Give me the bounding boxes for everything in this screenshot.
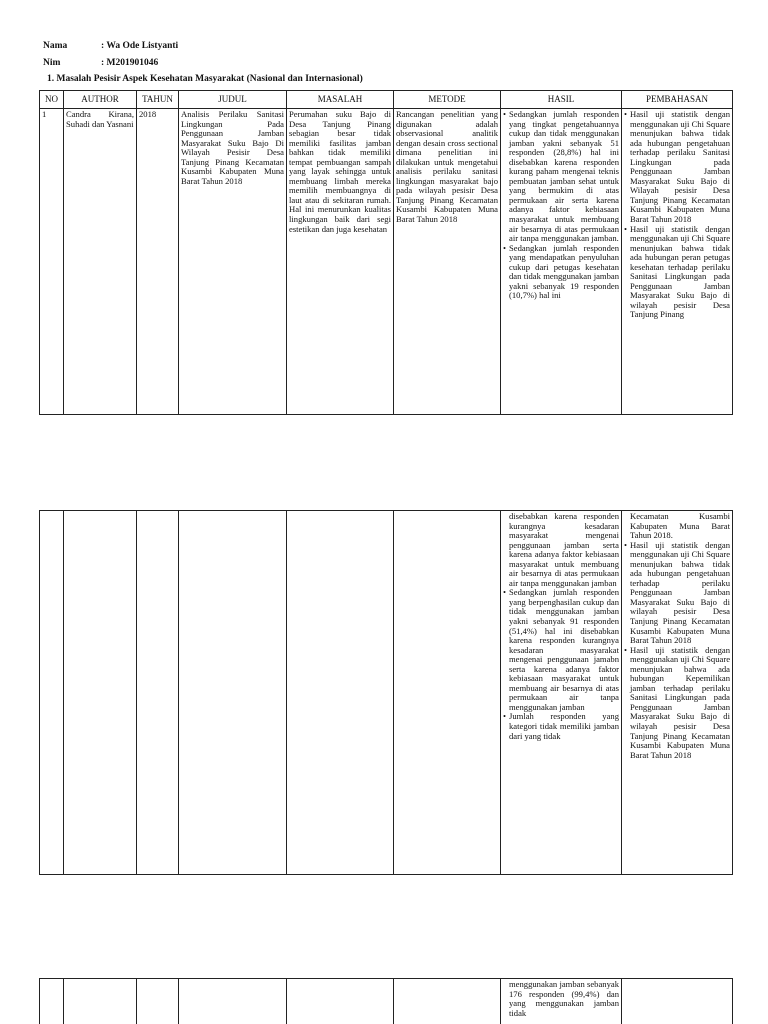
col-header-no: NO (40, 91, 64, 109)
col-header-tahun: TAHUN (137, 91, 179, 109)
table-row (40, 109, 733, 415)
cell-metode (394, 979, 501, 1024)
table-row (40, 511, 733, 875)
pembahasan-bullet: • Hasil uji statistik dengan menggunakan uji Chi Square menunjukan bahwa tidak ada hubungan pengetahuan terhadap perilaku Penggunaan Jamban Masyarakat Suku Bajo di wilayah pesisir Desa Tanjung Pinang Kecamatan Kusambi Kabupaten Muna Barat Tahun 2018 (624, 541, 730, 646)
nama-line (43, 41, 178, 51)
cell-tahun: 2018 (137, 109, 179, 415)
research-table-page-1 (39, 90, 733, 415)
col-header-hasil: HASIL (501, 91, 622, 109)
col-header-pembahasan: PEMBAHASAN (622, 91, 733, 109)
hasil-bullet: • Jumlah responden yang kategori tidak memiliki jamban dari yang tidak (503, 712, 619, 741)
cell-pembahasan (622, 109, 733, 415)
cell-judul (179, 511, 287, 875)
nim-value: : M201901046 (101, 58, 159, 68)
cell-tahun (137, 979, 179, 1024)
col-header-author: AUTHOR (64, 91, 137, 109)
table-header-row (40, 91, 733, 109)
hasil-bullet: • Sedangkan jumlah responden yang tingkat pengetahuannya cukup dan tidak menggunakan jamban yakni sebanyak 51 responden (28,8%) hal ini disebabkan karena responden kurang paham mengenai teknis pembuatan jamban sehat untuk yang bermukim di atas permukaan air serta karena adanya faktor kebiasaan masyarakat untuk membuang air besarnya di atas permukaan air tanpa menggunakan jamban. (503, 110, 619, 244)
nim-line (43, 58, 158, 68)
section-title: 1. Masalah Pesisir Aspek Kesehatan Masyarakat (Nasional dan Internasional) (47, 74, 363, 84)
cell-metode: Rancangan penelitian yang digunakan adalah observasional analitik dengan desain cross sectional dimana penelitian ini dilakukan untuk mengetahui analisis perilaku sanitasi lingkungan masyarakat bajo pada wilayah pesisir Desa Tanjung Pinang Kecamatan Kusambi Kabupaten Muna Barat Tahun 2018 (394, 109, 501, 415)
pembahasan-bullet: • Hasil uji statistik dengan menggunakan uji Chi Square menunjukan bahwa tidak ada hubungan pengetahuan terhadap perilaku Sanitasi Lingkungan pada Penggunaan Jamban Masyarakat Suku Bajo di Wilayah pesisir Desa Tanjung Pinang Kecamatan Kusambi Kabupaten Muna Barat Tahun 2018 (624, 110, 730, 225)
table-row (40, 979, 733, 1024)
cell-judul (179, 979, 287, 1024)
col-header-metode: METODE (394, 91, 501, 109)
pembahasan-bullet: • Hasil uji statistik dengan menggunakan uji Chi Square menunjukan bahwa ada hubungan Kepemilikan jamban terhadap perilaku Sanitasi Lingkungan pada Penggunaan Jamban Masyarakat Suku Bajo di wilayah pesisir Desa Tanjung Pinang Kecamatan Kusambi Kabupaten Muna Barat Tahun 2018 (624, 646, 730, 761)
nama-label: Nama (43, 41, 68, 51)
hasil-continuation: disebabkan karena responden kurangnya kesadaran masyarakat mengenai penggunaan jamban serta karena adanya faktor kebiasaan masyarakat untuk membuang air besarnya di atas permukaan air tanpa menggunakan jamban (509, 511, 619, 588)
cell-author (64, 979, 137, 1024)
cell-masalah (287, 979, 394, 1024)
cell-hasil (501, 109, 622, 415)
cell-judul: Analisis Perilaku Sanitasi Lingkungan Pada Penggunaan Jamban Masyarakat Suku Bajo Di Wilayah Pesisir Desa Tanjung Pinang Kecamatan Kusambi Kabupaten Muna Barat Tahun 2018 (179, 109, 287, 415)
cell-author: Candra Kirana, Suhadi dan Yasnani (64, 109, 137, 415)
cell-hasil (501, 511, 622, 875)
cell-masalah: Perumahan suku Bajo di Desa Tanjung Pinang sebagian besar tidak memiliki fasilitas jamban bahkan tidak memiliki tempat pembuangan sampah yang layak sehingga untuk membuang limbah mereka memilih membuangnya di laut atau di sekitaran rumah. Hal ini menurunkan kualitas lingkungan baik dari segi estetikan dan juga kesehatan (287, 109, 394, 415)
cell-pembahasan (622, 511, 733, 875)
cell-tahun (137, 511, 179, 875)
cell-author (64, 511, 137, 875)
col-header-judul: JUDUL (179, 91, 287, 109)
cell-no: 1 (40, 109, 64, 415)
col-header-masalah: MASALAH (287, 91, 394, 109)
cell-masalah (287, 511, 394, 875)
cell-no (40, 979, 64, 1024)
research-table-page-3 (39, 978, 733, 1024)
cell-no (40, 511, 64, 875)
pembahasan-continuation: Kecamatan Kusambi Kabupaten Muna Barat Tahun 2018. (630, 511, 730, 541)
cell-pembahasan (622, 979, 733, 1024)
nim-label: Nim (43, 58, 61, 68)
pembahasan-bullet: • Hasil uji statistik dengan menggunakan uji Chi Square menunjukan bahwa tidak ada hubungan peran petugas kesehatan terhadap perilaku Sanitasi Lingkungan pada Penggunaan Jamban Masyarakat Suku Bajo di wilayah pesisir Desa Tanjung Pinang (624, 225, 730, 320)
cell-hasil (501, 979, 622, 1024)
research-table-page-2 (39, 510, 733, 875)
hasil-bullet: • Sedangkan jumlah responden yang mendapatkan penyuluhan cukup dari petugas kesehatan dan tidak menggunakan jamban yakni sebanyak 19 responden (10,7%) hal ini (503, 244, 619, 301)
cell-metode (394, 511, 501, 875)
hasil-continuation: menggunakan jamban sebanyak 176 responden (99,4%) dan yang menggunakan jamban tidak (509, 979, 619, 1018)
hasil-bullet: • Sedangkan jumlah responden yang berpenghasilan cukup dan tidak menggunakan jamban yakni sebanyak 91 responden (51,4%) hal ini disebabkan karena responden kurangnya kesadaran masyarakat mengenai penggunaan jamabn serta karena adanya faktor kebiasaan masyarakat untuk membuang air besarnya di atas permukaan air tanpa menggunakan jamban (503, 588, 619, 712)
nama-value: : Wa Ode Listyanti (101, 41, 179, 51)
